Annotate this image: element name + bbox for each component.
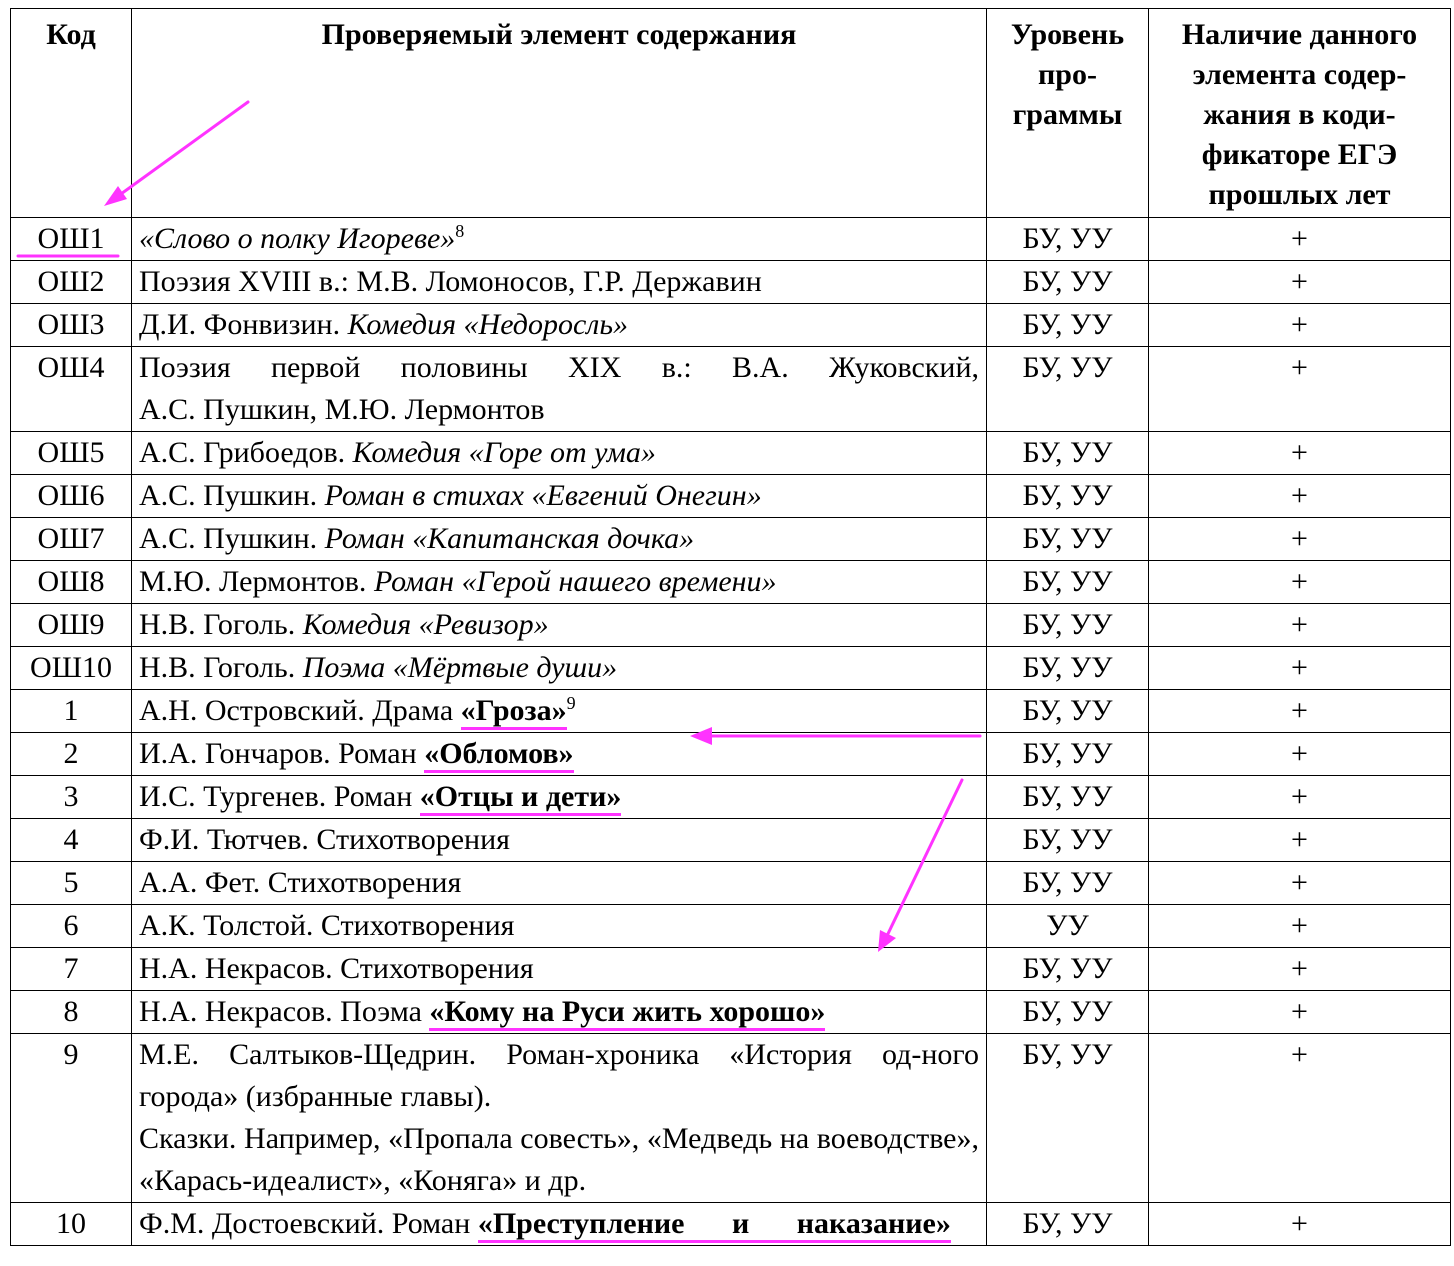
table-row (11, 475, 1451, 518)
row-code: ОШ8 (11, 561, 132, 604)
table-row (11, 862, 1451, 905)
row-title: «Преступление и наказание» (478, 1207, 951, 1243)
table-row (11, 218, 1451, 261)
table-row (11, 561, 1451, 604)
row-mark: + (1149, 776, 1451, 819)
row-element (132, 475, 987, 518)
row-title: Роман в стихах «Евгений Онегин» (324, 479, 762, 512)
header-row (11, 9, 1451, 218)
row-level: БУ, УУ (987, 991, 1149, 1034)
row-author: Н.В. Гоголь. (139, 651, 303, 684)
row-element (132, 432, 987, 475)
row-level: БУ, УУ (987, 819, 1149, 862)
row-code: 10 (11, 1203, 132, 1246)
row-level: БУ, УУ (987, 347, 1149, 432)
content-table (10, 8, 1451, 1246)
row-element (132, 991, 987, 1034)
row-code: ОШ9 (11, 604, 132, 647)
row-level: БУ, УУ (987, 475, 1149, 518)
row-title: Роман «Герой нашего времени» (373, 565, 777, 598)
row-level: УУ (987, 905, 1149, 948)
row-author: Д.И. Фонвизин. (139, 308, 348, 341)
row-level: БУ, УУ (987, 518, 1149, 561)
row-mark: + (1149, 1034, 1451, 1203)
row-element (132, 347, 987, 432)
table-row (11, 347, 1451, 432)
row-level: БУ, УУ (987, 647, 1149, 690)
row-line: А.С. Пушкин, М.Ю. Лермонтов (139, 393, 545, 426)
row-code: ОШ7 (11, 518, 132, 561)
row-mark: + (1149, 518, 1451, 561)
row-title: «Гроза» (461, 694, 567, 730)
row-code: 9 (11, 1034, 132, 1203)
row-paragraph: Сказки. Например, «Пропала совесть», «Медведь на воеводстве», «Карась-идеалист», «Коняга» и др. (139, 1122, 979, 1197)
row-level: БУ, УУ (987, 1203, 1149, 1246)
row-title: «Отцы и дети» (420, 780, 622, 816)
row-level: БУ, УУ (987, 733, 1149, 776)
row-mark: + (1149, 261, 1451, 304)
row-element (132, 561, 987, 604)
row-mark: + (1149, 948, 1451, 991)
row-element: А.К. Толстой. Стихотворения (132, 905, 987, 948)
row-code: 8 (11, 991, 132, 1034)
row-mark: + (1149, 304, 1451, 347)
row-author: А.Н. Островский. Драма (139, 694, 461, 727)
row-title: Поэма «Мёртвые души» (302, 651, 618, 684)
table-row (11, 819, 1451, 862)
row-code: ОШ6 (11, 475, 132, 518)
row-mark: + (1149, 905, 1451, 948)
row-level: БУ, УУ (987, 1034, 1149, 1203)
table-row (11, 518, 1451, 561)
row-paragraph: М.Е. Салтыков-Щедрин. Роман-хроника «История од-ного города» (избранные главы). (139, 1038, 979, 1113)
header-presence: Наличие данного элемента содер-жания в коди-фикаторе ЕГЭ прошлых лет (1149, 9, 1451, 218)
row-author: Н.В. Гоголь. (139, 608, 303, 641)
table-row (11, 1203, 1451, 1246)
row-title: «Слово о полку Игореве» (139, 222, 456, 255)
row-author: И.С. Тургенев. Роман (139, 780, 420, 813)
row-title: «Кому на Руси жить хорошо» (429, 995, 825, 1031)
row-author: А.С. Пушкин. (139, 479, 325, 512)
table-row (11, 261, 1451, 304)
row-code: ОШ2 (11, 261, 132, 304)
row-mark: + (1149, 218, 1451, 261)
row-author: Н.А. Некрасов. Поэма (139, 995, 430, 1028)
row-element (132, 604, 987, 647)
table-row (11, 432, 1451, 475)
row-level: БУ, УУ (987, 776, 1149, 819)
row-author: А.С. Грибоедов. (139, 436, 353, 469)
row-line: Поэзия первой половины XIX в.: В.А. Жуковский, (139, 351, 979, 384)
row-level: БУ, УУ (987, 304, 1149, 347)
row-author: А.С. Пушкин. (139, 522, 325, 555)
row-code: 2 (11, 733, 132, 776)
row-element (132, 690, 987, 733)
row-level: БУ, УУ (987, 561, 1149, 604)
table-row (11, 1034, 1451, 1203)
table-row (11, 647, 1451, 690)
table-row (11, 690, 1451, 733)
row-mark: + (1149, 862, 1451, 905)
row-element: Н.А. Некрасов. Стихотворения (132, 948, 987, 991)
row-element (132, 304, 987, 347)
table-row (11, 991, 1451, 1034)
row-level: БУ, УУ (987, 218, 1149, 261)
row-author: И.А. Гончаров. Роман (139, 737, 425, 770)
row-code: 4 (11, 819, 132, 862)
row-level: БУ, УУ (987, 948, 1149, 991)
header-element: Проверяемый элемент содержания (132, 9, 987, 218)
row-level: БУ, УУ (987, 261, 1149, 304)
header-level: Уровень про-граммы (987, 9, 1149, 218)
row-mark: + (1149, 347, 1451, 432)
header-code: Код (11, 9, 132, 218)
row-level: БУ, УУ (987, 690, 1149, 733)
row-code: ОШ1 (11, 218, 132, 261)
row-mark: + (1149, 991, 1451, 1034)
row-title: Комедия «Ревизор» (302, 608, 549, 641)
footnote-mark: 9 (566, 693, 576, 713)
row-title: «Обломов» (424, 737, 573, 773)
row-mark: + (1149, 432, 1451, 475)
row-element (132, 518, 987, 561)
row-element (132, 733, 987, 776)
row-mark: + (1149, 475, 1451, 518)
row-code: ОШ3 (11, 304, 132, 347)
row-mark: + (1149, 647, 1451, 690)
row-code: 7 (11, 948, 132, 991)
row-mark: + (1149, 561, 1451, 604)
row-mark: + (1149, 819, 1451, 862)
row-level: БУ, УУ (987, 862, 1149, 905)
row-code: ОШ5 (11, 432, 132, 475)
row-element (132, 776, 987, 819)
table-row (11, 905, 1451, 948)
row-element (132, 647, 987, 690)
row-author: М.Ю. Лермонтов. (139, 565, 374, 598)
row-author: Ф.М. Достоевский. Роман (139, 1207, 478, 1240)
table-row (11, 304, 1451, 347)
row-title: Комедия «Недоросль» (347, 308, 629, 341)
row-element (132, 218, 987, 261)
row-level: БУ, УУ (987, 604, 1149, 647)
row-code: 3 (11, 776, 132, 819)
row-mark: + (1149, 604, 1451, 647)
row-title: Комедия «Горе от ума» (352, 436, 656, 469)
row-code: 1 (11, 690, 132, 733)
row-element: Поэзия XVIII в.: М.В. Ломоносов, Г.Р. Державин (132, 261, 987, 304)
row-element: А.А. Фет. Стихотворения (132, 862, 987, 905)
row-title: Роман «Капитанская дочка» (324, 522, 695, 555)
table-row (11, 604, 1451, 647)
row-code: 6 (11, 905, 132, 948)
row-mark: + (1149, 690, 1451, 733)
table-row (11, 948, 1451, 991)
table-row (11, 733, 1451, 776)
row-code: ОШ4 (11, 347, 132, 432)
row-element (132, 1203, 987, 1246)
row-level: БУ, УУ (987, 432, 1149, 475)
row-mark: + (1149, 1203, 1451, 1246)
row-code: ОШ10 (11, 647, 132, 690)
row-mark: + (1149, 733, 1451, 776)
footnote-mark: 8 (455, 221, 465, 241)
row-element (132, 1034, 987, 1203)
table-row (11, 776, 1451, 819)
row-code: 5 (11, 862, 132, 905)
row-element: Ф.И. Тютчев. Стихотворения (132, 819, 987, 862)
